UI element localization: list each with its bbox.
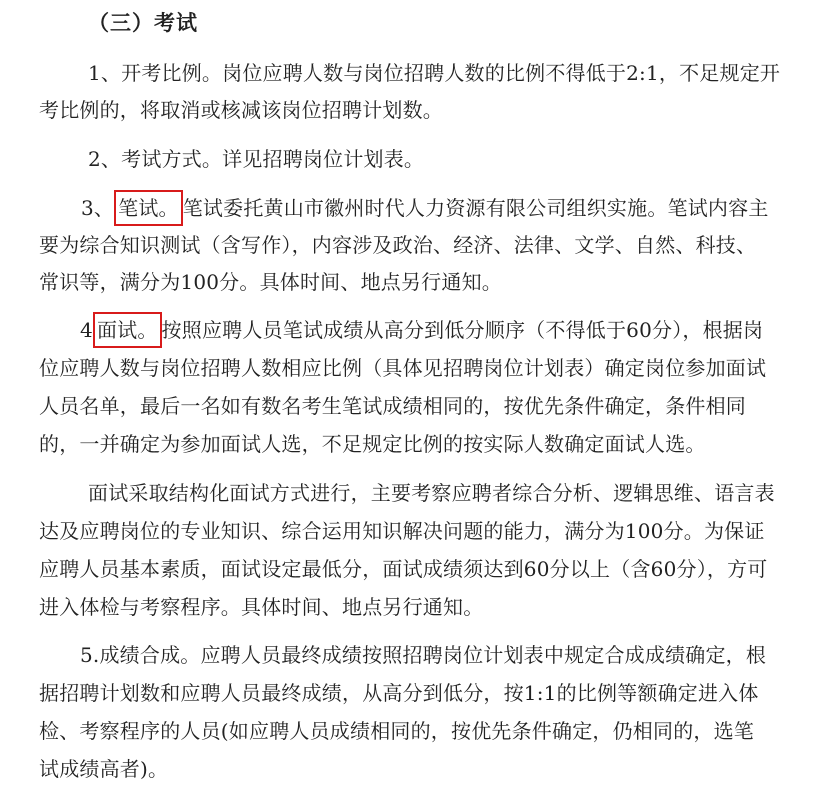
paragraph-line: 试成绩高者)。 — [39, 757, 169, 781]
highlighted-term-written-exam: 笔试。 — [114, 190, 183, 226]
paragraph-line: 据招聘计划数和应聘人员最终成绩，从高分到低分，按1:1的比例等额确定进入体 — [39, 681, 759, 705]
paragraph-line: 常识等，满分为100分。具体时间、地点另行通知。 — [39, 270, 502, 294]
paragraph-line: 2、考试方式。详见招聘岗位计划表。 — [88, 147, 425, 171]
paragraph-line: 1、开考比例。岗位应聘人数与岗位招聘人数的比例不得低于2:1，不足规定开 — [88, 61, 781, 85]
paragraph-line: 人员名单，最后一名如有数名考生笔试成绩相同的，按优先条件确定，条件相同 — [39, 394, 746, 418]
section-title: （三）考试 — [88, 10, 198, 35]
paragraph-line-item-3 — [81, 193, 769, 223]
paragraph-text: 笔试委托黄山市徽州时代人力资源有限公司组织实施。笔试内容主 — [182, 196, 769, 220]
paragraph-line: 的，一并确定为参加面试人选，不足规定比例的按实际人数确定面试人选。 — [39, 432, 706, 456]
paragraph-line: 要为综合知识测试（含写作），内容涉及政治、经济、法律、文学、自然、科技、 — [39, 233, 757, 257]
paragraph-line: 面试采取结构化面试方式进行，主要考察应聘者综合分析、逻辑思维、语言表 — [88, 481, 775, 505]
highlighted-term-interview: 面试。 — [93, 312, 162, 348]
paragraph-line: 考比例的，将取消或核减该岗位招聘计划数。 — [39, 98, 443, 122]
item-number: 4 — [80, 318, 93, 342]
paragraph-line: 检、考察程序的人员(如应聘人员成绩相同的，按优先条件确定，仍相同的，选笔 — [39, 719, 755, 743]
paragraph-line-item-4 — [80, 315, 763, 345]
paragraph-line: 5.成绩合成。应聘人员最终成绩按照招聘岗位计划表中规定合成成绩确定，根 — [80, 643, 767, 667]
paragraph-line: 应聘人员基本素质，面试设定最低分，面试成绩须达到60分以上（含60分），方可 — [39, 557, 768, 581]
item-number: 3、 — [81, 196, 115, 220]
paragraph-line: 达及应聘岗位的专业知识、综合运用知识解决问题的能力，满分为100分。为保证 — [39, 519, 765, 543]
paragraph-text: 按照应聘人员笔试成绩从高分到低分顺序（不得低于60分），根据岗 — [161, 318, 764, 342]
paragraph-line: 位应聘人数与岗位招聘人数相应比例（具体见招聘岗位计划表）确定岗位参加面试 — [39, 356, 767, 380]
paragraph-line: 进入体检与考察程序。具体时间、地点另行通知。 — [39, 595, 484, 619]
